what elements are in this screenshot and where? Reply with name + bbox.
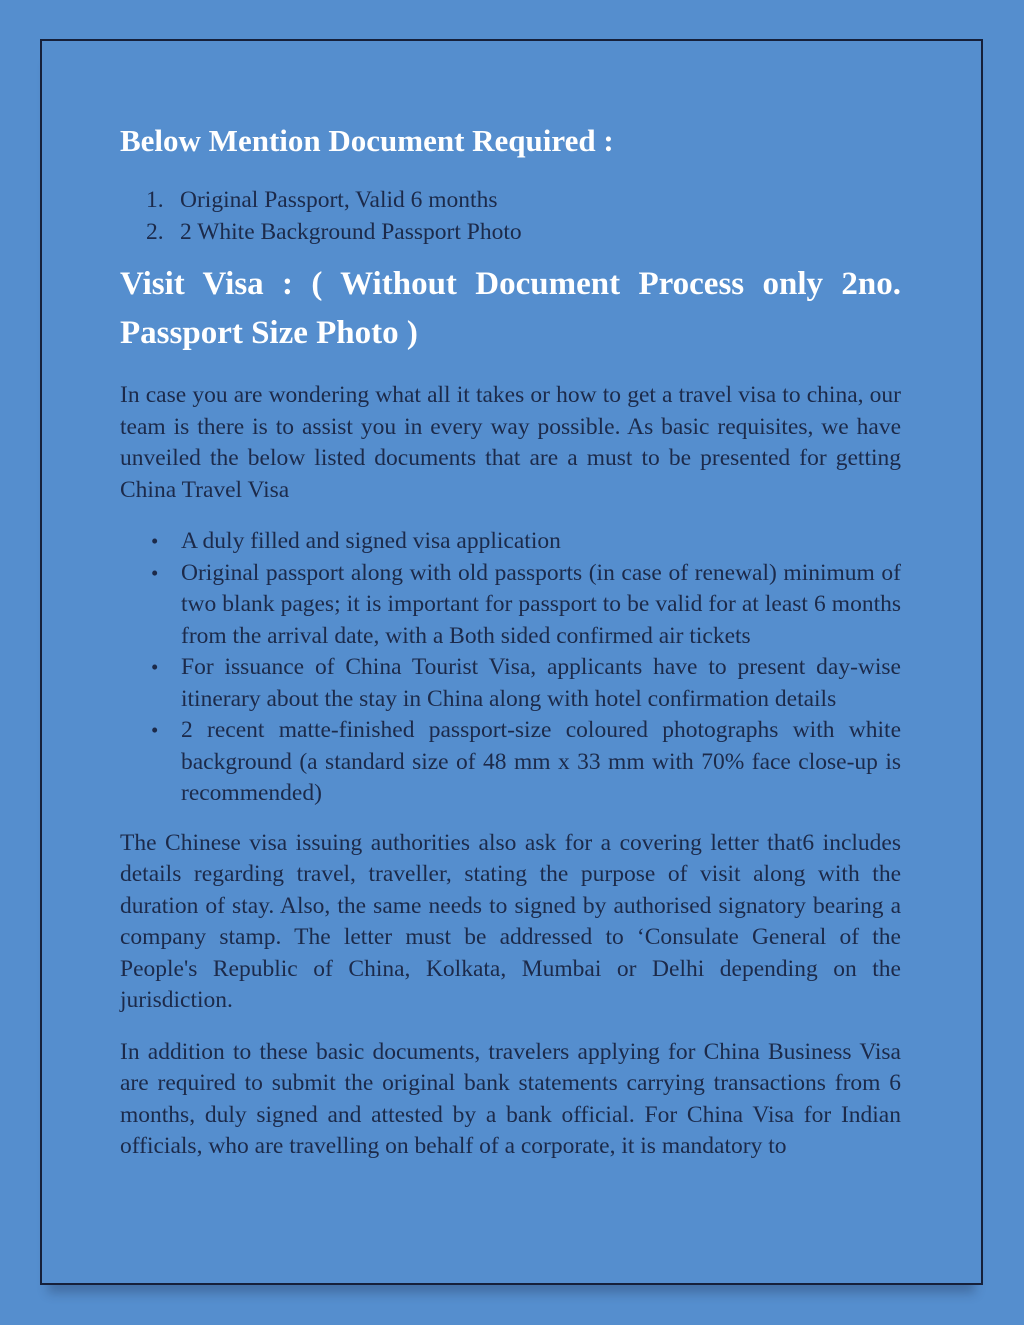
visit-visa-heading: Visit Visa : ( Without Document Process only 2no. Passport Size Photo ) <box>120 266 901 351</box>
visa-requirement-item: • A duly filled and signed visa application <box>120 526 901 558</box>
visa-requirements-list <box>120 526 901 810</box>
covering-letter-paragraph: The Chinese visa issuing authorities also ask for a covering letter that6 includes details regarding travel, traveller, stating the purpose of visit along with the duration of stay. Also, the same needs to signed by authorised signatory bearing a company stamp. The letter must be addressed to ‘Consulate General of the People's Republic of China, Kolkata, Mumbai or Delhi depending on the jurisdiction. <box>120 829 901 1013</box>
visa-requirement-item: • 2 recent matte-finished passport-size coloured photographs with white background (a standard size of 48 mm x 33 mm with 70% face close-up is recommended) <box>120 715 901 810</box>
required-documents-list <box>120 185 901 248</box>
required-documents-heading: Below Mention Document Required : <box>120 123 614 158</box>
required-document-item: 2 White Background Passport Photo <box>180 218 522 245</box>
visa-requirement-item: • For issuance of China Tourist Visa, applicants have to present day-wise itinerary about the stay in China along with hotel confirmation details <box>120 652 901 715</box>
document-frame <box>40 39 983 1285</box>
intro-paragraph: In case you are wondering what all it takes or how to get a travel visa to china, our team is there is to assist you in every way possible. As basic requisites, we have unveiled the below listed documents that are a must to be presented for getting China Travel Visa <box>120 382 901 503</box>
required-document-item: Original Passport, Valid 6 months <box>180 187 498 213</box>
visa-requirement-item: • Original passport along with old passports (in case of renewal) minimum of two blank pages; it is important for passport to be valid for at least 6 months from the arrival date, with a Both sided confirmed air tickets <box>120 558 901 653</box>
business-visa-paragraph: In addition to these basic documents, travelers applying for China Business Visa are required to submit the original bank statements carrying transactions from 6 months, duly signed and attested by a bank official. For China Visa for Indian officials, who are travelling on behalf of a corporate, it is mandatory to <box>120 1038 901 1159</box>
